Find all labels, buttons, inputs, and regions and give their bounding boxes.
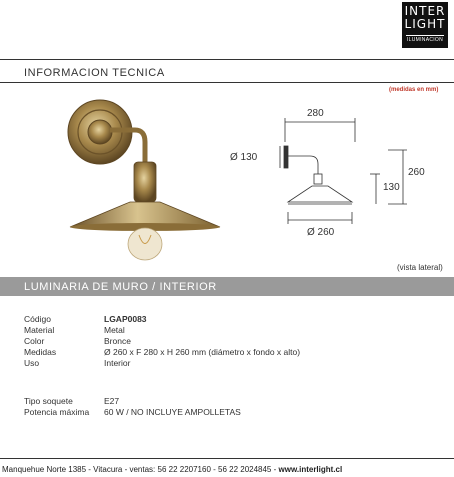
dim-width: 280: [307, 108, 324, 119]
section-title: INFORMACION TECNICA: [24, 67, 165, 79]
spec-value: LGAP0083: [104, 314, 147, 324]
footer-address: Manquehue Norte 1385 - Vitacura - ventas: 56 22 2207160 - 56 22 2024845 -: [2, 465, 279, 474]
technical-drawing: [270, 112, 420, 242]
category-banner-text: LUMINARIA DE MURO / INTERIOR: [24, 281, 217, 293]
spec-value: Ø 260 x F 280 x H 260 mm (diámetro x fondo x alto): [104, 347, 301, 357]
spec-row: [24, 358, 130, 369]
spec-value: E27: [104, 396, 120, 406]
spec-label: Medidas: [24, 347, 57, 357]
dim-shade-height: 130: [383, 182, 400, 193]
spec-row: [24, 314, 147, 325]
spec-value: Metal: [104, 325, 125, 335]
view-label: (vista lateral): [397, 263, 443, 272]
spec-label: Tipo soquete: [24, 396, 73, 406]
spec-label: Uso: [24, 358, 40, 368]
header-divider: [0, 59, 454, 60]
spec-value: Bronce: [104, 336, 131, 346]
brand-line-3: ILUMINACION: [406, 37, 444, 43]
brand-line-2: LIGHT: [404, 17, 446, 31]
spec-label: Código: [24, 314, 51, 324]
spec-row: [24, 325, 125, 336]
section-divider: [0, 82, 454, 83]
brand-logo: [402, 2, 448, 48]
units-note: (medidas en mm): [389, 87, 439, 93]
spec-row: [24, 336, 131, 347]
spec-value: Interior: [104, 358, 131, 368]
footer-website-link[interactable]: www.interlight.cl: [278, 465, 343, 474]
product-image: [60, 92, 230, 262]
spec-label: Potencia máxima: [24, 407, 90, 417]
dim-height: 260: [408, 167, 425, 178]
spec-row: [24, 347, 300, 358]
footer: [2, 465, 342, 474]
spec-label: Color: [24, 336, 45, 346]
footer-divider: [0, 458, 454, 459]
dim-base-diameter: Ø 130: [230, 152, 258, 163]
spec-label: Material: [24, 325, 55, 335]
brand-line-1: INTER: [404, 4, 446, 18]
spec-row: [24, 407, 241, 418]
spec-row: [24, 396, 119, 407]
category-banner: [0, 277, 454, 296]
spec-value: 60 W / NO INCLUYE AMPOLLETAS: [104, 407, 241, 417]
dim-shade-diameter: Ø 260: [307, 227, 335, 238]
